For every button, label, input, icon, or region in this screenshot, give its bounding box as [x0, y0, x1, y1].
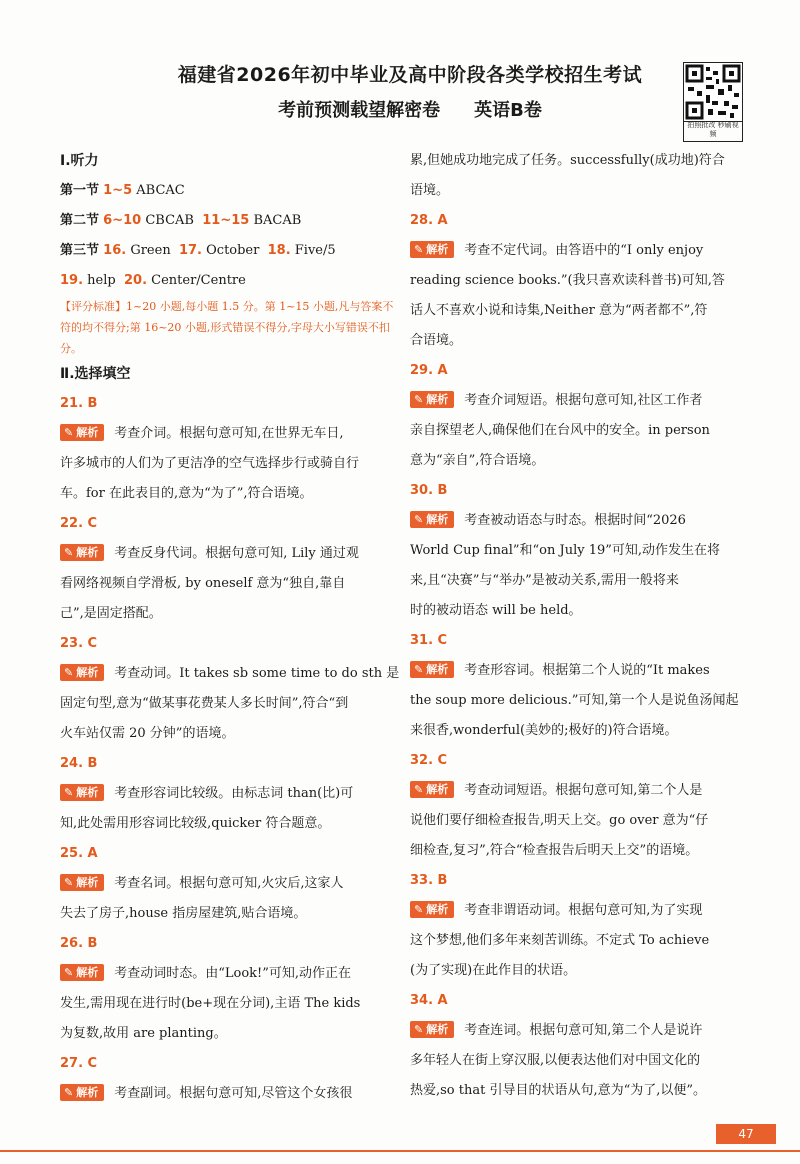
explanation-text: 考查介词短语。根据句意可知,社区工作者 [464, 393, 703, 408]
analysis-tag [410, 661, 454, 678]
analysis-tag-label: 解析 [426, 783, 449, 796]
analysis-tag-label: 解析 [76, 876, 99, 889]
analysis-tag-label: 解析 [426, 393, 449, 406]
question-answer: 30. B [410, 483, 448, 498]
explanation-line [60, 419, 400, 449]
explanation-text: 考查名词。根据句意可知,火灾后,这家人 [114, 876, 344, 891]
explanation-line [410, 566, 750, 596]
explanation-line [410, 956, 750, 986]
explanation-text: 亲自探望老人,确保他们在台风中的安全。in person [410, 423, 710, 438]
analysis-tag-label: 解析 [426, 663, 449, 676]
exam-subtitle [150, 96, 670, 122]
explanation-text: 知,此处需用形容词比较级,quicker 符合题意。 [60, 816, 331, 831]
paper-subject: 英语B卷 [474, 100, 542, 121]
question-answer: 32. C [410, 753, 448, 768]
explanation-line [410, 836, 750, 866]
answer-row-19-20: 19. help 20. Center/Centre [60, 273, 246, 288]
pencil-icon: ✎ [64, 1086, 74, 1099]
explanation-line [410, 926, 750, 956]
explanation-text: 意为“亲自”,符合语境。 [410, 453, 545, 468]
analysis-tag-label: 解析 [76, 426, 99, 439]
pencil-icon: ✎ [414, 903, 424, 916]
explanation-text: 考查反身代词。根据句意可知, Lily 通过观 [114, 546, 359, 561]
analysis-tag [60, 784, 104, 801]
explanation-line [410, 236, 750, 266]
right-answer-list [410, 206, 750, 1106]
explanation-text: 发生,需用现在进行时(be+现在分词),主语 The kids [60, 996, 361, 1011]
analysis-tag [60, 544, 104, 561]
analysis-tag [60, 664, 104, 681]
pencil-icon: ✎ [414, 243, 424, 256]
explanation-line [60, 539, 400, 569]
pencil-icon: ✎ [414, 783, 424, 796]
pencil-icon: ✎ [64, 546, 74, 559]
explanation-text: 来很香,wonderful(美妙的;极好的)符合语境。 [410, 723, 678, 738]
explanation-text: 话人不喜欢小说和诗集,Neither 意为“两者都不”,符 [410, 303, 708, 318]
analysis-tag-label: 解析 [76, 966, 99, 979]
explanation-text: 时的被动语态 will be held。 [410, 603, 582, 618]
continued-explanation [410, 146, 750, 206]
explanation-line [410, 806, 750, 836]
question-answer: 23. C [60, 636, 98, 651]
analysis-tag-label: 解析 [76, 1086, 99, 1099]
explanation-text: 失去了房子,house 指房屋建筑,贴合语境。 [60, 906, 307, 921]
analysis-tag-label: 解析 [426, 513, 449, 526]
analysis-tag-label: 解析 [426, 1023, 449, 1036]
explanation-text: 考查副词。根据句意可知,尽管这个女孩很 [114, 1086, 353, 1101]
explanation-line [410, 686, 750, 716]
explanation-line [410, 776, 750, 806]
explanation-line [60, 989, 400, 1019]
explanation-line [410, 296, 750, 326]
question-answer: 22. C [60, 516, 98, 531]
explanation-text: 己”,是固定搭配。 [60, 606, 162, 621]
question-answer: 33. B [410, 873, 448, 888]
explanation-text: 考查动词时态。由“Look!”可知,动作正在 [114, 966, 352, 981]
analysis-tag [410, 781, 454, 798]
explanation-text: 考查形容词。根据第二个人说的“It makes [464, 663, 710, 678]
analysis-tag [60, 424, 104, 441]
pencil-icon: ✎ [64, 426, 74, 439]
analysis-tag [410, 391, 454, 408]
explanation-text: 这个梦想,他们多年来刻苦训练。不定式 To achieve [410, 933, 710, 948]
analysis-tag [410, 901, 454, 918]
explanation-text: 来,且“决赛”与“举办”是被动关系,需用一般将来 [410, 573, 679, 588]
question-answer: 27. C [60, 1056, 98, 1071]
explanation-line: 累,但她成功地完成了任务。successfully(成功地)符合 [410, 153, 725, 168]
qr-code-icon[interactable] [683, 62, 743, 122]
analysis-tag [60, 1084, 104, 1101]
explanation-text: 许多城市的人们为了更洁净的空气选择步行或骑自行 [60, 456, 360, 471]
explanation-line [60, 959, 400, 989]
question-answer: 28. A [410, 213, 448, 228]
explanation-text: reading science books.”(我只喜欢读科普书)可知,答 [410, 273, 725, 288]
explanation-text: 细检查,复习”,符合“检查报告后明天上交”的语境。 [410, 843, 699, 858]
qr-caption: 拍照批改 秒刷视频 [683, 121, 743, 142]
explanation-text: 考查连词。根据句意可知,第二个人是说许 [464, 1023, 703, 1038]
explanation-text: 考查不定代词。由答语中的“I only enjoy [464, 243, 704, 258]
left-column [60, 146, 400, 1109]
explanation-text: (为了实现)在此作目的状语。 [410, 963, 577, 978]
analysis-tag-label: 解析 [426, 903, 449, 916]
explanation-line [410, 596, 750, 626]
explanation-text: 考查动词。It takes sb some time to do sth 是 [114, 666, 400, 681]
explanation-text: 说他们要仔细检查报告,明天上交。go over 意为“仔 [410, 813, 709, 828]
analysis-tag [410, 511, 454, 528]
explanation-line [410, 1076, 750, 1106]
explanation-line [410, 266, 750, 296]
explanation-line: 语境。 [410, 183, 450, 198]
explanation-line [60, 779, 400, 809]
explanation-line [410, 1046, 750, 1076]
question-answer: 21. B [60, 396, 98, 411]
explanation-line [60, 1019, 400, 1049]
question-answer: 29. A [410, 363, 448, 378]
explanation-text: 为复数,故用 are planting。 [60, 1026, 227, 1041]
answer-row-part1: 第一节 1~5 ABCAC [60, 183, 185, 198]
analysis-tag [410, 1021, 454, 1038]
pencil-icon: ✎ [64, 786, 74, 799]
section-title-listening: Ⅰ.听力 [60, 153, 99, 169]
question-answer: 24. B [60, 756, 98, 771]
explanation-line [410, 536, 750, 566]
explanation-text: 考查非谓语动词。根据句意可知,为了实现 [464, 903, 703, 918]
explanation-line [60, 479, 400, 509]
question-answer: 25. A [60, 846, 98, 861]
pencil-icon: ✎ [64, 966, 74, 979]
explanation-line [410, 716, 750, 746]
analysis-tag-label: 解析 [76, 786, 99, 799]
explanation-line [60, 449, 400, 479]
question-answer: 31. C [410, 633, 448, 648]
pencil-icon: ✎ [64, 876, 74, 889]
page-header [0, 0, 800, 150]
explanation-text: 合语境。 [410, 333, 463, 348]
explanation-text: 多年轻人在街上穿汉服,以便表达他们对中国文化的 [410, 1053, 701, 1068]
explanation-text: 火车站仅需 20 分钟”的语境。 [60, 726, 235, 741]
explanation-text: 热爱,so that 引导目的状语从句,意为“为了,以便”。 [410, 1083, 707, 1098]
explanation-line [410, 1016, 750, 1046]
explanation-text: 考查被动语态与时态。根据时间“2026 [464, 513, 686, 528]
explanation-text: 考查动词短语。根据句意可知,第二个人是 [464, 783, 703, 798]
explanation-line [60, 689, 400, 719]
explanation-line [410, 656, 750, 686]
explanation-line [60, 899, 400, 929]
explanation-line [410, 386, 750, 416]
explanation-line [60, 869, 400, 899]
pencil-icon: ✎ [64, 666, 74, 679]
analysis-tag [60, 874, 104, 891]
analysis-tag-label: 解析 [76, 666, 99, 679]
explanation-line [410, 446, 750, 476]
right-column [410, 146, 750, 1106]
explanation-line [60, 809, 400, 839]
explanation-text: the soup more delicious.”可知,第一个人是说鱼汤闻起 [410, 693, 739, 708]
pencil-icon: ✎ [414, 513, 424, 526]
explanation-line [410, 326, 750, 356]
answer-row-part2: 第二节 6~10 CBCAB 11~15 BACAB [60, 213, 302, 228]
explanation-text: 固定句型,意为“做某事花费某人多长时间”,符合“到 [60, 696, 349, 711]
explanation-text: 车。for 在此表目的,意为“为了”,符合语境。 [60, 486, 313, 501]
explanation-line [60, 1079, 400, 1109]
explanation-text: 考查介词。根据句意可知,在世界无车日, [114, 426, 344, 441]
explanation-line [410, 416, 750, 446]
explanation-text: 考查形容词比较级。由标志词 than(比)可 [114, 786, 354, 801]
question-answer: 26. B [60, 936, 98, 951]
analysis-tag [60, 964, 104, 981]
paper-name: 考前预测载望解密卷 [278, 100, 441, 121]
explanation-line [410, 506, 750, 536]
explanation-line [60, 659, 400, 689]
pencil-icon: ✎ [414, 393, 424, 406]
analysis-tag-label: 解析 [426, 243, 449, 256]
explanation-text: World Cup final”和“on July 19”可知,动作发生在将 [410, 543, 721, 558]
scoring-note: 【评分标准】1~20 小题,每小题 1.5 分。第 1~15 小题,凡与答案不符的均不得分;第 16~20 小题,形式错误不得分,字母大小写错误不扣分。 [60, 300, 394, 355]
analysis-tag-label: 解析 [76, 546, 99, 559]
footer-rule [0, 1150, 800, 1152]
pencil-icon: ✎ [414, 663, 424, 676]
pencil-icon: ✎ [414, 1023, 424, 1036]
answer-row-part3: 第三节 16. Green 17. October 18. Five/5 [60, 243, 336, 258]
explanation-line [410, 896, 750, 926]
left-answer-list [60, 389, 400, 1109]
question-answer: 34. A [410, 993, 448, 1008]
section-title-choice: Ⅱ.选择填空 [60, 366, 131, 382]
explanation-line [60, 719, 400, 749]
analysis-tag [410, 241, 454, 258]
explanation-line [60, 569, 400, 599]
explanation-line [60, 599, 400, 629]
exam-title: 福建省2026年初中毕业及高中阶段各类学校招生考试 [177, 64, 643, 86]
page-number: 47 [716, 1124, 776, 1144]
explanation-text: 看网络视频自学滑板, by oneself 意为“独自,靠自 [60, 576, 346, 591]
